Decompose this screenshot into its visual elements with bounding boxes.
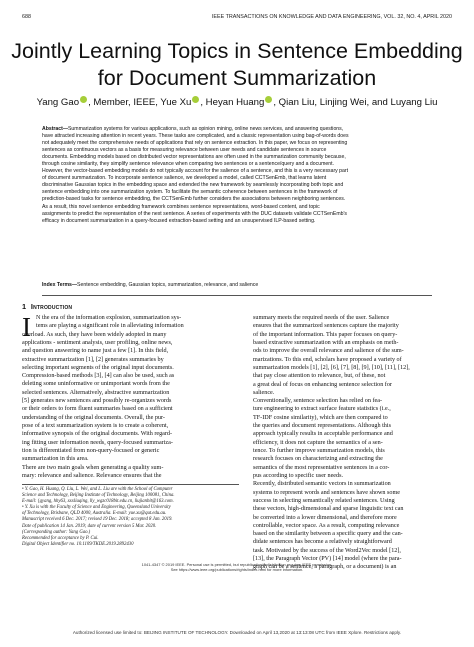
body-line: approach typically results in acceptable performance and	[253, 431, 393, 438]
title-line: Jointly Learning Topics in Sentence Embedding	[11, 39, 463, 63]
body-line: pose of a text summarization system is to create a coherent,	[22, 423, 169, 430]
abstract	[42, 126, 432, 225]
author-name: , Member, IEEE, Yue Xu	[88, 97, 192, 108]
body-line: summary meets the required needs of the user. Salience	[253, 315, 390, 321]
footnote-line: • Y. Xu is with the Faculty of Science and Engineering, Queensland University	[22, 505, 171, 511]
abstract-line: have attracted increasing attention in recent years. These tasks are complicated, and a classic representation using bag-of-words does	[42, 133, 349, 140]
body-line: graph can be a sentence, a paragraph, or a document) is an	[253, 564, 397, 571]
body-line: controllable, vector space. As a result, computing relevance	[253, 522, 400, 529]
body-line: TF-IDF cosine similarity), which are then compared to	[253, 414, 388, 421]
author-name: , Qian Liu, Linjing Wei, and Luyang Liu	[273, 97, 438, 108]
copyright-notice	[60, 562, 414, 573]
abstract-divider	[42, 295, 432, 296]
body-line: semantics of the most representative sentences in a cor-	[253, 464, 390, 471]
footnote-line: Date of publication 14 Jan. 2019; date of current version 5 Mar. 2020.	[22, 523, 157, 529]
footnotes	[22, 487, 239, 548]
drop-cap: I	[22, 312, 31, 342]
body-line: that pay close attention to relevance, but, of these, not	[253, 373, 386, 380]
body-line: systems to represent words and sentences have shown some	[253, 489, 401, 496]
abstract-line: sentence embedding into one summarization system. To facilitate the semantic coherence between sentences in the framework of	[42, 189, 338, 196]
body-line: and question answering to name just a few [1]. In this field,	[22, 348, 169, 355]
abstract-line: efficacy in document summarization in a query-focused extraction-based setting and an unsupervised ILP-based setting.	[42, 217, 316, 224]
body-line: be converted into a lower dimensional, and therefore more	[253, 514, 397, 521]
authorized-use-notice: Authorized licensed use limited to: BEIJING INSTITUTE OF TECHNOLOGY. Downloaded on April 13,2020 at 13:13:08 UTC from IEEE Xplore. Restrictions apply.	[72, 630, 402, 635]
body-line: mary: relevance and salience. Relevance ensures that the	[22, 472, 162, 479]
body-line: of the important information. This paper focuses on query-	[253, 331, 398, 338]
body-line: salience.	[253, 389, 275, 396]
body-line: understanding of the original documents. Overall, the pur-	[22, 414, 165, 421]
footnote-line: E-mail: {gyang, hhy63, xxxliuqing, lly_wgzc018bit.edu.cn, liujianbit@163.com.	[22, 499, 174, 505]
journal-name: IEEE TRANSACTIONS ON KNOWLEDGE AND DATA ENGINEERING, VOL. 32, NO. 4, APRIL 2020	[211, 14, 452, 20]
abstract-line: documents. Embedding models based on distributed vector representations are often used in the summarization community because,	[42, 154, 346, 161]
body-line: selecting important segments of the original input documents.	[22, 364, 174, 371]
author-name: , Heyan Huang	[200, 97, 265, 108]
footnote-line: Science and Technology, Beijing Institute of Technology, Beijing 100081, China.	[22, 493, 175, 499]
body-line: applications - sentiment analysis, user profiling, online news,	[22, 339, 173, 346]
index-terms-label: Index Terms—	[42, 282, 78, 288]
index-terms-text: Sentence embedding, Gaussian topics, summarization, relevance, and salience	[77, 282, 259, 288]
body-line: efficiency, it does not capture the semantics of a sen-	[253, 439, 383, 446]
body-line: ods to improve the overall relevance and salience of the sum-	[253, 348, 404, 355]
body-line: Recently, distributed semantic vectors in summarization	[253, 481, 391, 488]
body-line: based extractive summarization with an emphasis on meth-	[253, 339, 399, 346]
author-list	[0, 96, 474, 108]
abstract-line: through cosine similarity, they simplify sentence relevance when comparing two sentences or a sentence/query and a document.	[42, 161, 334, 168]
author-name: Yang Gao	[36, 97, 80, 108]
body-line: research focuses on characterizing and extracting the	[253, 456, 383, 463]
index-terms	[42, 282, 432, 289]
running-header	[22, 14, 452, 20]
body-line: There are two main goals when generating a quality sum-	[22, 464, 164, 471]
title-line: for Document Summarization	[97, 66, 377, 90]
footnote-line: Manuscript received 6 Dec. 2017; revised 19 Dec. 2018; accepted 8 Jan. 2019.	[22, 517, 173, 523]
body-line: task. Motivated by the success of the Word2Vec model [12],	[253, 547, 401, 554]
left-column	[22, 331, 239, 481]
body-line: [13], the Paragraph Vector (PV) [14] model (where the para-	[253, 556, 402, 563]
abstract-line: As a result, this novel sentence embedding framework combines sentence representations, word-based content, and topic	[42, 203, 320, 210]
abstract-line: However, the vector-based embedding models do not typically account for the salience of a sentence, and this is a very necessary part	[42, 168, 349, 175]
footnote-line: • Y. Gao, H. Huang, Q. Liu, L. Wei, and L. Liu are with the School of Computer	[22, 487, 173, 492]
footnote-line: of Technology, Brisbane, QLD 4000, Australia. E-mail: yue.xu@qut.edu.au.	[22, 511, 167, 517]
body-line: N the era of the information explosion, summarization sys-	[36, 315, 182, 321]
orcid-icon[interactable]	[192, 96, 199, 103]
body-line: summarization models [1], [2], [6], [7], [8], [9], [10], [11], [12],	[253, 364, 410, 371]
body-line: overload. As such, they have been widely adopted in many	[22, 331, 167, 338]
body-line: success in selecting semantically related sentences. Using	[253, 497, 395, 504]
section-title: Introduction	[30, 302, 73, 311]
page-number: 688	[22, 14, 31, 20]
body-line: marizations. To this end, scholars have proposed a variety of	[253, 356, 402, 363]
body-line: informative synopsis of the original documents. With regard-	[22, 431, 173, 438]
abstract-line: sentences as continuous vectors as a basis for measuring relevance between user needs and candidate sentences in source	[42, 147, 327, 154]
left-column-opening	[36, 314, 239, 331]
body-line: a great deal of focus on enhancing sentence selection for	[253, 381, 392, 388]
body-line: tence. To further improve summarization models, this	[253, 448, 385, 454]
orcid-icon[interactable]	[265, 96, 272, 103]
footnote-line: Recommended for acceptance by P. Cui.	[22, 535, 99, 541]
abstract-line: discriminative Gaussian topics in the embedding space and extended the new framework by seamlessly incorporating both topic and	[42, 182, 344, 189]
copyright-link[interactable]: See https://www.ieee.org/publications/rights/index.html for more information.	[170, 567, 304, 573]
section-number: 1	[22, 302, 27, 311]
body-line: deleting some uninformative or unimportant words from the	[22, 381, 170, 388]
body-line: ture engineering to extract surface feature statistics (i.e.,	[253, 406, 391, 413]
body-line: extractive summarization [1], [2] generates summaries by	[22, 356, 164, 363]
body-line: summarization in this area.	[22, 456, 89, 463]
body-line: the queries and document representations. Although this	[253, 423, 391, 430]
body-line: tion is differentiated from non-query-focused or generic	[22, 447, 160, 454]
body-line: selected sentences. Alternatively, abstractive summarization	[22, 389, 170, 396]
body-line: these vectors, high-dimensional and sparse linguistic text can	[253, 506, 404, 513]
right-column	[253, 314, 452, 572]
paper-title	[0, 38, 474, 92]
body-line: ensures that the summarized sentences capture the majority	[253, 323, 399, 330]
abstract-line: of document summarization. To incorporate sentence salience, we developed a model, called CCTSenEmb, that learns latent	[42, 175, 327, 182]
body-line: or their orders to form fluent summaries based on a sufficient	[22, 406, 173, 413]
footnote-line: (Corresponding author: Yang Gao.)	[22, 529, 91, 535]
section-heading	[22, 302, 72, 311]
body-line: tems are playing a significant role in alleviating information	[36, 323, 184, 330]
copyright-line: 1041-4347 © 2019 IEEE. Personal use is permitted, but republication/redistribution requires IEEE permission.	[141, 562, 333, 567]
body-line: pus according to specific user needs.	[253, 472, 344, 479]
body-line: Conventionally, sentence selection has relied on fea-	[253, 398, 383, 405]
abstract-line: Summarization systems for various applications, such as opinion mining, online news services, and answering questions,	[68, 126, 344, 132]
abstract-line: not adequately meet the comprehensive needs of applications that rely on sentence extraction. In this paper, we focus on representing	[42, 140, 348, 147]
orcid-icon[interactable]	[80, 96, 87, 103]
footnote-divider	[22, 484, 239, 485]
body-line: based on the similarity between a specific query and the can-	[253, 531, 403, 538]
abstract-line: assignments to predict the representation of the next sentence. A series of experiments with the DUC datasets validate CCTSenEmb's	[42, 210, 348, 217]
body-line: Compression-based methods [3], [4] can also be used, such as	[22, 373, 175, 380]
body-line: ing fitting user information needs, query-focused summariza-	[22, 439, 173, 446]
abstract-line: prediction-based tasks for sentence embedding, the CCTSenEmb further considers the associations between neighboring sentences.	[42, 196, 346, 203]
doi-link[interactable]: Digital Object Identifier no. 10.1109/TKDE.2019.2892430	[22, 541, 134, 547]
abstract-label: Abstract—	[42, 126, 68, 132]
body-line: didate sentences has become a relatively straightforward	[253, 539, 392, 546]
body-line: [5] generates new sentences and possibly re-organizes words	[22, 398, 172, 405]
